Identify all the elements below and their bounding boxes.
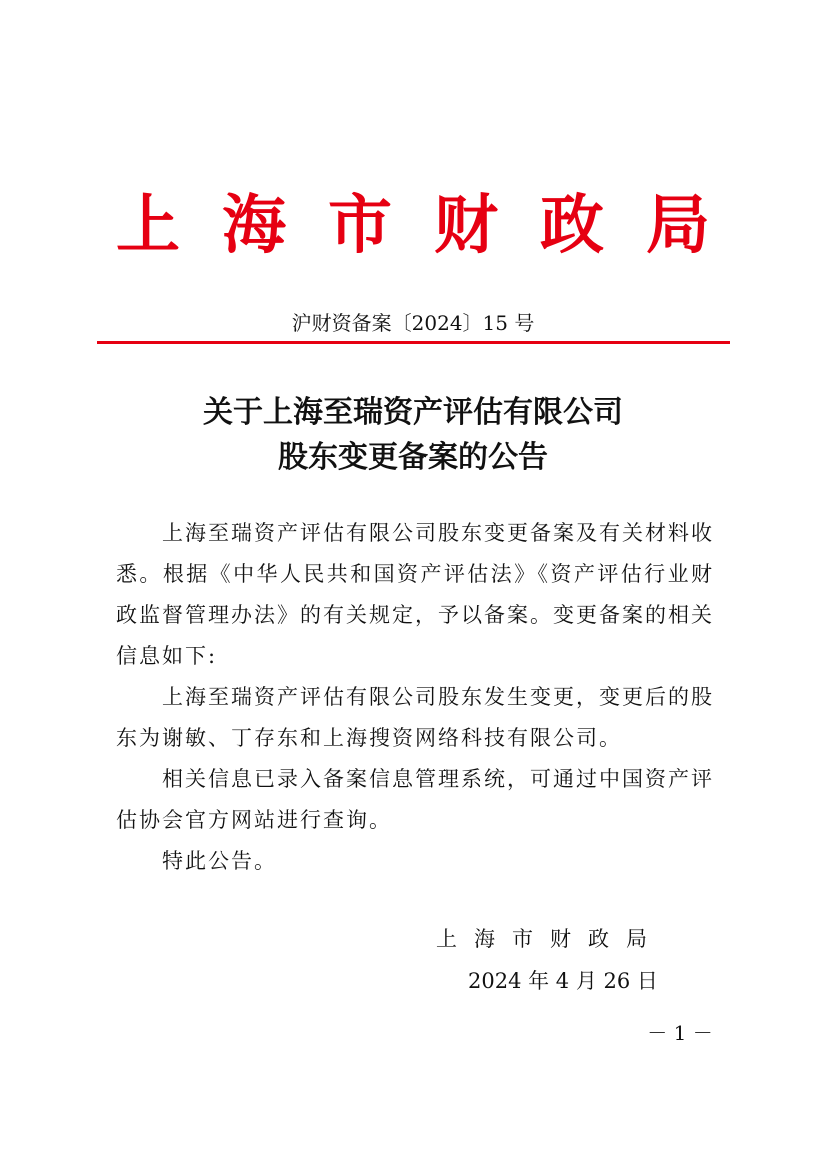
document-number: 沪财资备案〔2024〕15 号 (291, 311, 535, 335)
document-title (0, 390, 826, 480)
red-divider (97, 341, 730, 344)
document-body (116, 513, 714, 882)
title-line-1: 关于上海至瑞资产评估有限公司 (203, 395, 623, 430)
page-number: － 1 － (647, 1021, 713, 1045)
body-paragraph: 上海至瑞资产评估有限公司股东发生变更，变更后的股东为谢敏、丁存东和上海搜资网络科技有限公司。 (116, 685, 714, 750)
body-paragraph: 上海至瑞资产评估有限公司股东变更备案及有关材料收悉。根据《中华人民共和国资产评估法》《资产评估行业财政监督管理办法》的有关规定，予以备案。变更备案的相关信息如下: (116, 521, 714, 668)
title-line-2: 股东变更备案的公告 (278, 440, 548, 475)
masthead: 上海市财政局 (116, 188, 752, 263)
issuer-signature: 上海市财政局 (436, 927, 664, 951)
issue-date: 2024 年 4 月 26 日 (468, 969, 658, 993)
body-paragraph: 相关信息已录入备案信息管理系统，可通过中国资产评估协会官方网站进行查询。 (116, 767, 714, 832)
body-paragraph: 特此公告。 (162, 849, 277, 873)
